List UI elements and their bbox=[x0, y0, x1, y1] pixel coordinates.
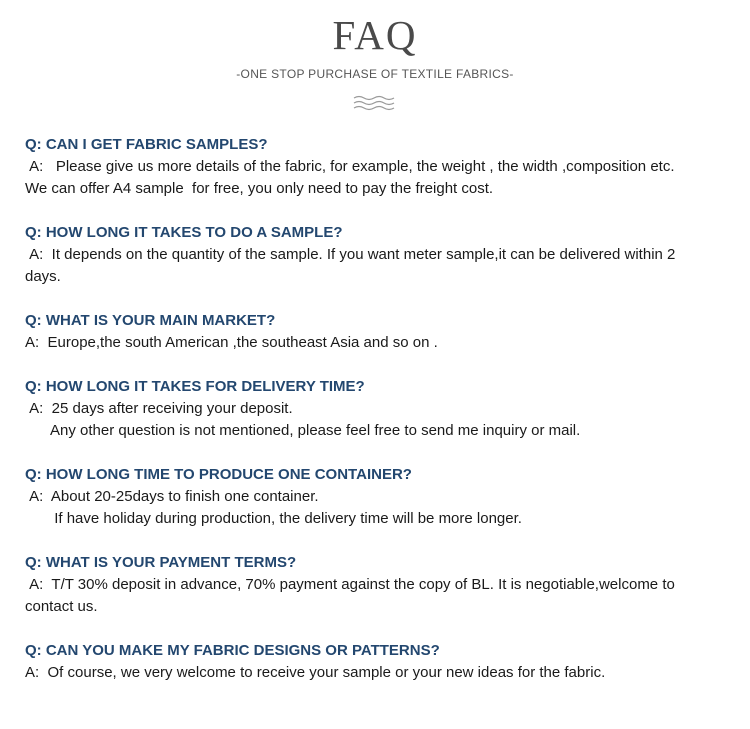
faq-item bbox=[25, 222, 725, 288]
faq-item bbox=[25, 134, 725, 200]
faq-answer-line: A: About 20-25days to finish one container. bbox=[25, 488, 319, 505]
faq-item bbox=[25, 464, 725, 530]
faq-answer-line: A: T/T 30% deposit in advance, 70% payment against the copy of BL. It is negotiable,welcome to bbox=[25, 576, 675, 593]
faq-answer-line: Any other question is not mentioned, please feel free to send me inquiry or mail. bbox=[25, 422, 581, 439]
faq-question: Q: CAN YOU MAKE MY FABRIC DESIGNS OR PATTERNS? bbox=[25, 642, 440, 659]
faq-answer-line: A: Europe,the south American ,the southeast Asia and so on . bbox=[25, 334, 438, 351]
faq-list bbox=[25, 134, 725, 684]
faq-item bbox=[25, 552, 725, 618]
faq-answer-line: A: Of course, we very welcome to receive your sample or your new ideas for the fabric. bbox=[25, 664, 606, 681]
faq-question: Q: CAN I GET FABRIC SAMPLES? bbox=[25, 136, 268, 153]
faq-item bbox=[25, 376, 725, 442]
faq-item bbox=[25, 310, 725, 354]
faq-answer-line: If have holiday during production, the delivery time will be more longer. bbox=[25, 510, 522, 527]
faq-item bbox=[25, 640, 725, 684]
faq-answer-line: contact us. bbox=[25, 598, 98, 615]
faq-question: Q: WHAT IS YOUR PAYMENT TERMS? bbox=[25, 554, 297, 571]
page-subtitle: -ONE STOP PURCHASE OF TEXTILE FABRICS- bbox=[236, 67, 514, 81]
faq-question: Q: WHAT IS YOUR MAIN MARKET? bbox=[25, 312, 276, 329]
faq-question: Q: HOW LONG IT TAKES TO DO A SAMPLE? bbox=[25, 224, 343, 241]
faq-answer-line: A: Please give us more details of the fabric, for example, the weight , the width ,composition etc. bbox=[25, 158, 675, 175]
faq-question: Q: HOW LONG TIME TO PRODUCE ONE CONTAINER? bbox=[25, 466, 412, 483]
page-title: FAQ bbox=[332, 12, 418, 58]
wave-icon bbox=[353, 95, 397, 111]
faq-answer-line: We can offer A4 sample for free, you only need to pay the freight cost. bbox=[25, 180, 494, 197]
faq-question: Q: HOW LONG IT TAKES FOR DELIVERY TIME? bbox=[25, 378, 365, 395]
faq-answer-line: days. bbox=[25, 268, 61, 285]
faq-answer-line: A: 25 days after receiving your deposit. bbox=[25, 400, 293, 417]
faq-answer-line: A: It depends on the quantity of the sample. If you want meter sample,it can be delivered within 2 bbox=[25, 246, 676, 263]
